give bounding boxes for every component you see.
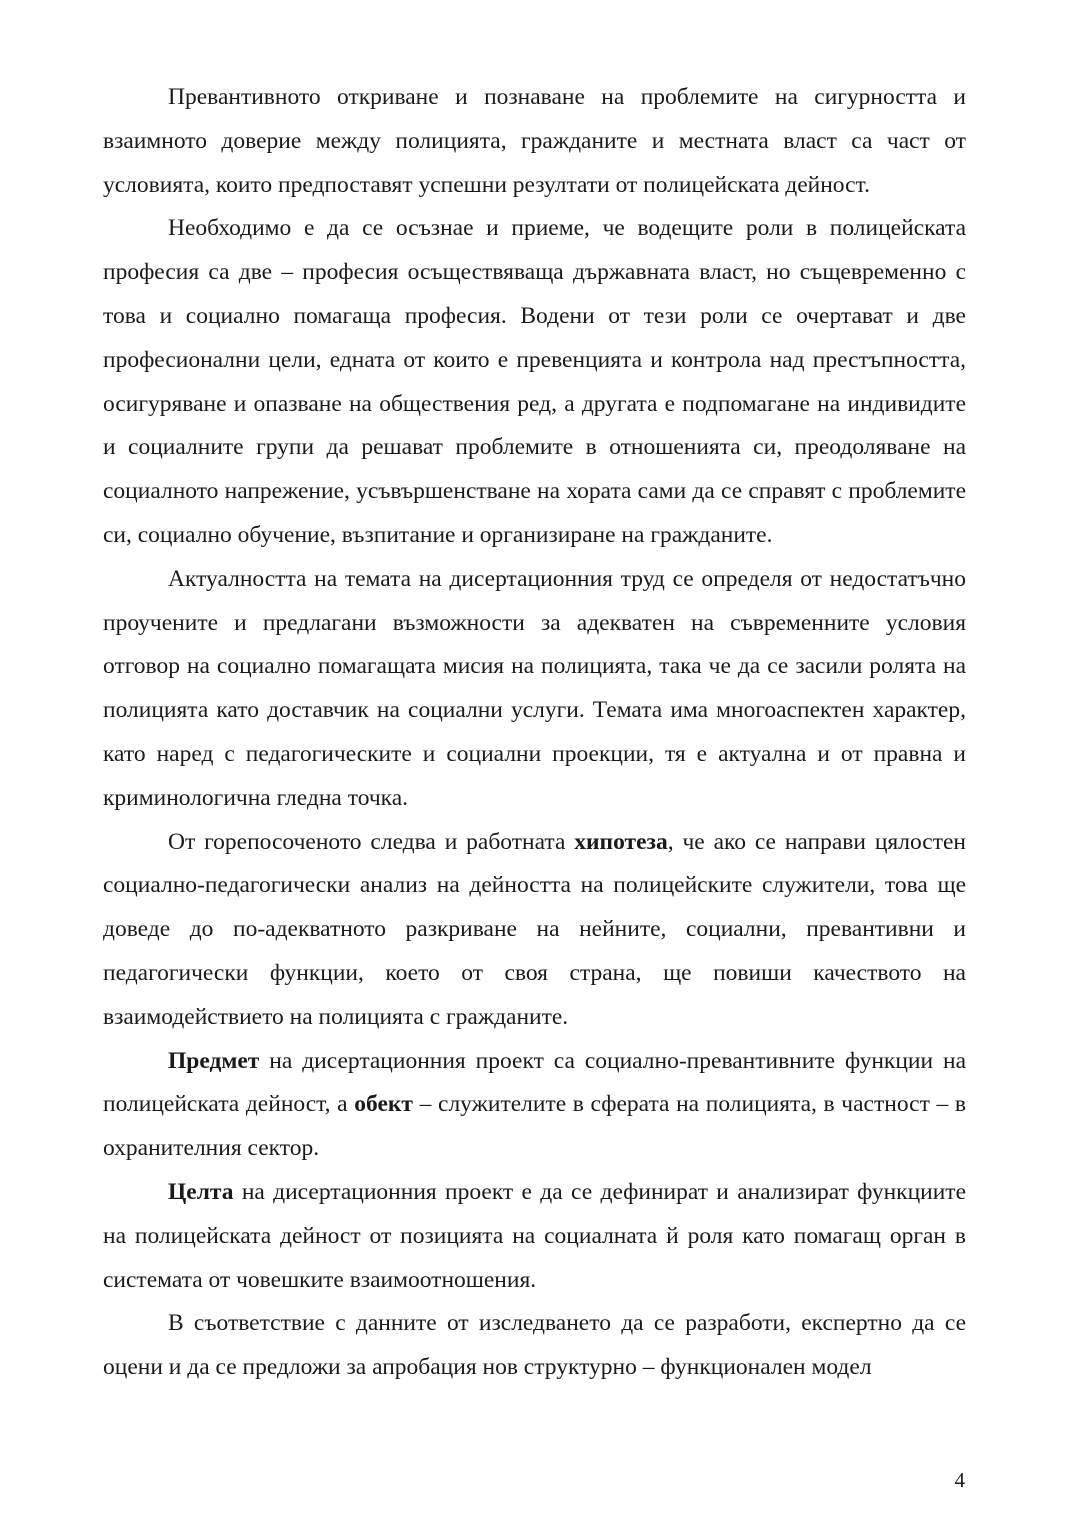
goal-term: Целта [168, 1178, 234, 1205]
object-term: обект [354, 1091, 413, 1118]
paragraph-goal [103, 1171, 966, 1302]
object-text: – служителите в сферата на полицията, в частност – в охранителния сектор. [103, 1091, 966, 1162]
subject-term: Предмет [168, 1047, 260, 1074]
paragraph-prevention: Превантивното откриване и познаване на проблемите на сигурността и взаимното доверие между полицията, гражданите и местната власт са част от условията, които предпоставят успешни резултати от полицейската дейност. [103, 84, 966, 198]
goal-text: на дисертационния проект е да се дефинират и анализират функциите на полицейската дейност от позицията на социалната й роля като помагащ орган в системата от човешките взаимоотношения. [103, 1178, 966, 1293]
paragraph-subject-object [103, 1040, 966, 1171]
paragraph-hypothesis [103, 821, 966, 1040]
paragraph-topic-relevance: Актуалността на темата на дисертационния труд се определя от недостатъчно проучените и предлагани възможности за адекватен на съвременните условия отговор на социално помагащата мисия на полицията, така че да се засили ролята на полицията като доставчик на социални услуги. Темата има многоаспектен характер, като наред с педагогическите и социални проекции, тя е актуална и от правна и криминологична гледна точка. [103, 565, 966, 811]
paragraph-police-roles: Необходимо е да се осъзнае и приеме, че водещите роли в полицейската професия са две – професия осъществяваща държавната власт, но същевременно с това и социално помагаща професия. Водени от тези роли се очертават и две професионални цели, едната от които е превенцията и контрола над престъпността, осигуряване и опазване на обществения ред, а другата е подпомагане на индивидите и социалните групи да решават проблемите в отношенията си, преодоляване на социалното напрежение, усъвършенстване на хората сами да се справят с проблемите си, социално обучение, възпитание и организиране на гражданите. [103, 215, 966, 548]
hypothesis-text: , че ако се направи цялостен социално-педагогически анализ на дейността на полицейските служители, това ще доведе до по-адекватното разкриване на нейните, социални, превантивни и педагогически функции, което от своя страна, ще повиши качеството на взаимодействието на полицията с гражданите. [103, 828, 966, 1030]
paragraph-model: В съответствие с данните от изследването да се разработи, експертно да се оцени и да се предложи за апробация нов структурно – функционален модел [103, 1310, 966, 1381]
hypothesis-lead-text: От горепосоченото следва и работната [168, 828, 575, 855]
subject-text: на дисертационния проект са социално-превантивните функции на полицейската дейност, а [103, 1047, 966, 1118]
page-number: 4 [954, 1468, 965, 1492]
document-body [103, 76, 966, 1390]
hypothesis-term: хипотеза [574, 828, 668, 855]
